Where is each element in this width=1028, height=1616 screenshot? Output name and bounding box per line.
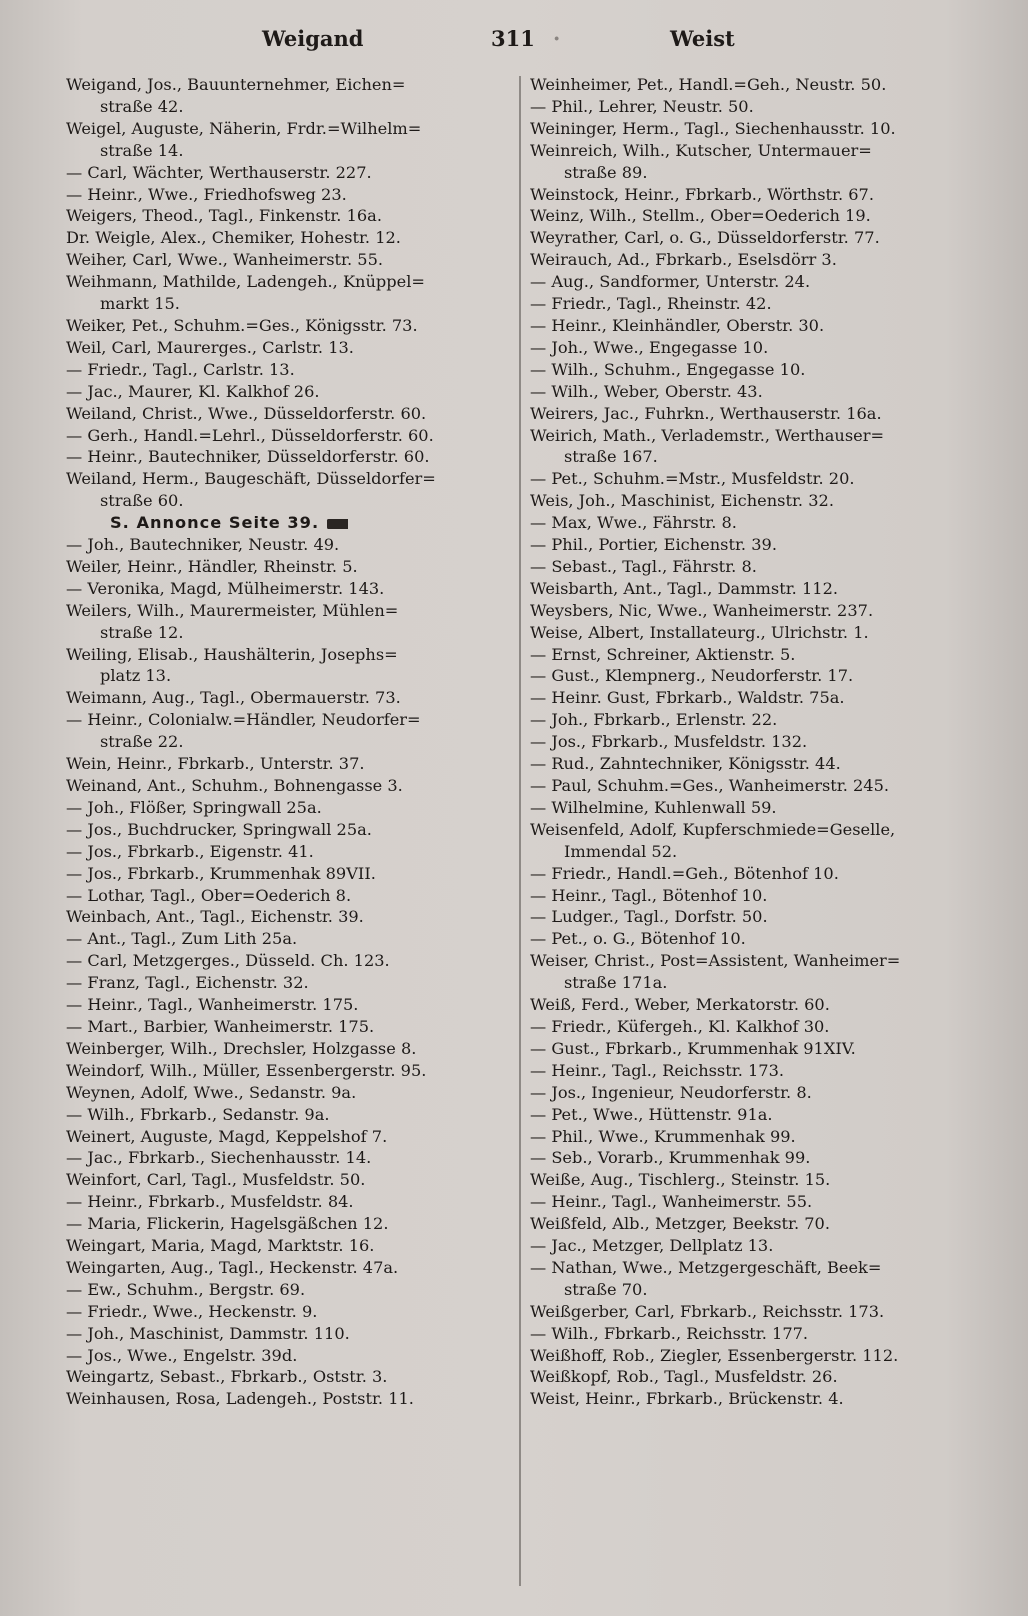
entry-text: — Heinr., Fbrkarb., Musfeldstr. 84. [66,1192,354,1212]
directory-entry [530,885,978,907]
annonce-text: S. Annonce Seite 39. [110,513,320,533]
directory-entry [66,184,506,206]
entry-text: — Carl, Wächter, Werthauserstr. 227. [66,162,372,182]
entry-continuation [66,665,506,687]
directory-entry [66,381,506,403]
directory-entry [66,994,506,1016]
entry-text: — Maria, Flickerin, Hagelsgäßchen 12. [66,1214,389,1234]
entry-text: — Mart., Barbier, Wanheimerstr. 175. [66,1016,375,1036]
directory-entry [530,753,978,775]
entry-text: — Gerh., Handl.=Lehrl., Düsseldorferstr. 60. [66,425,434,445]
directory-entry [530,928,978,950]
directory-entry [66,863,506,885]
directory-entry [530,1301,978,1323]
entry-text: straße 167. [564,447,658,467]
page-number: 311 [491,26,535,51]
entry-text: Weirers, Jac., Fuhrkn., Werthauserstr. 16a. [530,403,882,423]
directory-entry [530,1169,978,1191]
entry-text: — Jac., Metzger, Dellplatz 13. [530,1236,774,1256]
entry-text: straße 42. [100,96,184,116]
entry-text: Weiland, Christ., Wwe., Düsseldorferstr. 60. [66,403,427,423]
entry-text: Weysbers, Nic, Wwe., Wanheimerstr. 237. [530,600,874,620]
entry-text: — Heinr., Tagl., Wanheimerstr. 55. [530,1192,813,1212]
entry-text: — Jos., Buchdrucker, Springwall 25a. [66,819,372,839]
entry-text: straße 22. [100,732,184,752]
entry-text: Weihmann, Mathilde, Ladengeh., Knüppel= [66,272,425,292]
entry-text: — Gust., Klempnerg., Neudorferstr. 17. [530,666,854,686]
directory-entry [530,1345,978,1367]
entry-text: — Friedr., Handl.=Geh., Bötenhof 10. [530,863,839,883]
entry-text: Immendal 52. [564,841,678,861]
directory-entry [66,950,506,972]
entry-text: Weinbach, Ant., Tagl., Eichenstr. 39. [66,907,364,927]
entry-text: Weinstock, Heinr., Fbrkarb., Wörthstr. 67. [530,184,875,204]
entry-text: — Wilh., Fbrkarb., Sedanstr. 9a. [66,1104,330,1124]
entry-text: Weißhoff, Rob., Ziegler, Essenbergerstr. 112. [530,1345,899,1365]
entry-text: — Ant., Tagl., Zum Lith 25a. [66,929,298,949]
entry-text: — Rud., Zahntechniker, Königsstr. 44. [530,754,841,774]
entry-text: — Friedr., Tagl., Carlstr. 13. [66,359,295,379]
directory-entry [530,1038,978,1060]
entry-text: Weißgerber, Carl, Fbrkarb., Reichsstr. 173. [530,1301,885,1321]
directory-entry [66,118,506,140]
directory-entry [66,1104,506,1126]
entry-continuation [66,490,506,512]
directory-entry [530,1366,978,1388]
directory-entry [66,162,506,184]
entry-continuation [530,972,978,994]
directory-entry [530,578,978,600]
directory-entry [530,906,978,928]
entry-text: Weingartz, Sebast., Fbrkarb., Oststr. 3. [66,1367,388,1387]
header-dot: · [553,26,561,51]
entry-text: Weirich, Math., Verlademstr., Werthauser= [530,425,885,445]
directory-entry [66,534,506,556]
entry-text: — Lothar, Tagl., Ober=Oederich 8. [66,885,352,905]
entry-text: Weiher, Carl, Wwe., Wanheimerstr. 55. [66,250,384,270]
directory-entry [66,841,506,863]
entry-text: — Heinr., Tagl., Bötenhof 10. [530,885,768,905]
directory-entry [530,731,978,753]
entry-text: — Max, Wwe., Fährstr. 8. [530,513,737,533]
annonce-note [66,512,506,534]
entry-text: Weyrather, Carl, o. G., Düsseldorferstr. 77. [530,228,880,248]
directory-entry [530,271,978,293]
entry-text: Weigers, Theod., Tagl., Finkenstr. 16a. [66,206,382,226]
entry-text: — Heinr., Tagl., Reichsstr. 173. [530,1060,785,1080]
entry-continuation [66,731,506,753]
entry-text: — Pet., Wwe., Hüttenstr. 91a. [530,1104,773,1124]
directory-entry [66,227,506,249]
entry-text: Weinert, Auguste, Magd, Keppelshof 7. [66,1126,388,1146]
directory-entry [66,249,506,271]
directory-entry [66,1301,506,1323]
directory-entry [530,622,978,644]
entry-text: — Jac., Maurer, Kl. Kalkhof 26. [66,381,320,401]
directory-entry [66,468,506,490]
entry-text: Weimann, Aug., Tagl., Obermauerstr. 73. [66,688,401,708]
entry-text: Weiling, Elisab., Haushälterin, Josephs= [66,644,398,664]
directory-entry [66,446,506,468]
entry-text: Weiß, Ferd., Weber, Merkatorstr. 60. [530,995,830,1015]
directory-entry [66,359,506,381]
directory-entry [530,337,978,359]
directory-entry [66,600,506,622]
entry-text: Dr. Weigle, Alex., Chemiker, Hohestr. 12. [66,228,401,248]
entry-text: — Joh., Bautechniker, Neustr. 49. [66,535,340,555]
directory-entry [66,1257,506,1279]
directory-entry [66,1038,506,1060]
directory-entry [530,403,978,425]
pointing-hand-icon [327,519,357,529]
directory-entry [530,359,978,381]
directory-entry [530,644,978,666]
directory-entry [66,315,506,337]
entry-text: — Heinr., Tagl., Wanheimerstr. 175. [66,995,359,1015]
directory-entry [530,381,978,403]
entry-text: — Jos., Fbrkarb., Eigenstr. 41. [66,841,314,861]
directory-entry [530,950,978,972]
entry-continuation [66,293,506,315]
entry-continuation [530,162,978,184]
directory-entry [530,709,978,731]
entry-text: Weinberger, Wilh., Drechsler, Holzgasse 8. [66,1038,417,1058]
directory-entry [66,425,506,447]
directory-entry [66,556,506,578]
entry-text: — Ew., Schuhm., Bergstr. 69. [66,1279,306,1299]
directory-entry [66,1213,506,1235]
directory-entry [530,249,978,271]
directory-entry [66,337,506,359]
entry-text: — Friedr., Küfergeh., Kl. Kalkhof 30. [530,1016,830,1036]
directory-entry [66,709,506,731]
entry-text: straße 12. [100,622,184,642]
entry-text: — Heinr., Wwe., Friedhofsweg 23. [66,184,347,204]
directory-entry [66,928,506,950]
directory-entry [66,885,506,907]
header-last-name: Weist [670,26,735,51]
directory-entry [530,293,978,315]
page-header [0,26,1028,62]
entry-text: — Heinr., Bautechniker, Düsseldorferstr. 60. [66,447,430,467]
directory-entry [530,1257,978,1279]
directory-entry [66,1279,506,1301]
entry-text: — Wilhelmine, Kuhlenwall 59. [530,797,777,817]
entry-text: — Veronika, Magd, Mülheimerstr. 143. [66,578,385,598]
entry-text: straße 70. [564,1279,648,1299]
entry-text: Weigel, Auguste, Näherin, Frdr.=Wilhelm= [66,118,422,138]
entry-text: — Wilh., Weber, Oberstr. 43. [530,381,763,401]
entry-text: Weiker, Pet., Schuhm.=Ges., Königsstr. 73. [66,315,418,335]
entry-text: Weißkopf, Rob., Tagl., Musfeldstr. 26. [530,1367,838,1387]
entry-text: Weinhausen, Rosa, Ladengeh., Poststr. 11. [66,1389,414,1409]
entry-continuation [66,140,506,162]
directory-entry [530,1147,978,1169]
directory-entry [530,512,978,534]
directory-entry [530,534,978,556]
entry-text: — Paul, Schuhm.=Ges., Wanheimerstr. 245. [530,776,890,795]
directory-entry [66,797,506,819]
directory-entry [66,1126,506,1148]
directory-entry [530,797,978,819]
directory-entry [530,687,978,709]
directory-entry [530,425,978,447]
directory-entry [530,1235,978,1257]
directory-entry [66,1016,506,1038]
entry-text: — Sebast., Tagl., Fährstr. 8. [530,556,757,576]
entry-text: — Pet., Schuhm.=Mstr., Musfeldstr. 20. [530,469,855,489]
entry-text: — Phil., Wwe., Krummenhak 99. [530,1126,796,1146]
directory-entry [66,972,506,994]
directory-entry [530,1126,978,1148]
entry-text: — Wilh., Fbrkarb., Reichsstr. 177. [530,1323,809,1343]
entry-text: Weilers, Wilh., Maurermeister, Mühlen= [66,600,399,620]
entry-text: — Friedr., Wwe., Heckenstr. 9. [66,1301,318,1321]
entry-text: — Seb., Vorarb., Krummenhak 99. [530,1148,811,1168]
directory-entry [530,227,978,249]
entry-text: — Joh., Fbrkarb., Erlenstr. 22. [530,710,778,730]
directory-entry [66,644,506,666]
directory-entry [66,205,506,227]
entry-text: Weißfeld, Alb., Metzger, Beekstr. 70. [530,1214,831,1234]
directory-entry [530,74,978,96]
entry-text: — Gust., Fbrkarb., Krummenhak 91XIV. [530,1038,856,1058]
entry-text: Weisbarth, Ant., Tagl., Dammstr. 112. [530,578,839,598]
directory-entry [530,1104,978,1126]
entry-text: — Nathan, Wwe., Metzgergeschäft, Beek= [530,1257,882,1277]
entry-text: — Ludger., Tagl., Dorfstr. 50. [530,907,768,927]
directory-entry [66,1323,506,1345]
entry-text: straße 171a. [564,973,668,993]
directory-entry [530,468,978,490]
entry-text: — Aug., Sandformer, Unterstr. 24. [530,272,811,292]
entry-text: Weingarten, Aug., Tagl., Heckenstr. 47a. [66,1257,399,1277]
entry-text: Weis, Joh., Maschinist, Eichenstr. 32. [530,491,834,511]
entry-text: Weynen, Adolf, Wwe., Sedanstr. 9a. [66,1082,357,1102]
entry-text: — Wilh., Schuhm., Engegasse 10. [530,359,806,379]
directory-entry [66,271,506,293]
entry-continuation [530,446,978,468]
directory-entry [530,600,978,622]
entry-text: straße 14. [100,140,184,160]
directory-entry [66,1082,506,1104]
entry-text: Weinand, Ant., Schuhm., Bohnengasse 3. [66,776,403,795]
entry-text: — Heinr., Colonialw.=Händler, Neudorfer= [66,710,421,730]
entry-text: — Jac., Fbrkarb., Siechenhausstr. 14. [66,1148,372,1168]
entry-text: Weist, Heinr., Fbrkarb., Brückenstr. 4. [530,1389,844,1409]
directory-entry [66,1191,506,1213]
entry-text: — Jos., Wwe., Engelstr. 39d. [66,1345,298,1365]
directory-entry [530,315,978,337]
entry-continuation [66,96,506,118]
directory-entry [66,1345,506,1367]
directory-entry [530,665,978,687]
directory-entry [66,906,506,928]
entry-text: — Joh., Wwe., Engegasse 10. [530,337,769,357]
directory-entry [530,140,978,162]
left-column [66,74,506,1592]
entry-text: — Franz, Tagl., Eichenstr. 32. [66,973,309,993]
directory-entry [530,1191,978,1213]
directory-entry [66,1169,506,1191]
directory-entry [530,863,978,885]
entry-text: Weiße, Aug., Tischlerg., Steinstr. 15. [530,1170,831,1190]
entry-text: Weigand, Jos., Bauunternehmer, Eichen= [66,75,406,94]
directory-entry [530,994,978,1016]
directory-entry [530,96,978,118]
entry-text: — Phil., Lehrer, Neustr. 50. [530,96,754,116]
directory-entry [66,775,506,797]
directory-entry [530,1060,978,1082]
entry-text: — Carl, Metzgerges., Düsseld. Ch. 123. [66,951,390,971]
directory-entry [530,1323,978,1345]
directory-entry [530,556,978,578]
entry-text: Weinheimer, Pet., Handl.=Geh., Neustr. 50. [530,75,887,94]
entry-text: — Pet., o. G., Bötenhof 10. [530,929,746,949]
directory-entry [530,819,978,841]
directory-entry [66,1235,506,1257]
directory-entry [530,118,978,140]
entry-text: — Friedr., Tagl., Rheinstr. 42. [530,294,772,314]
entry-text: — Joh., Maschinist, Dammstr. 110. [66,1323,350,1343]
entry-text: Wein, Heinr., Fbrkarb., Unterstr. 37. [66,754,365,774]
entry-text: Weiler, Heinr., Händler, Rheinstr. 5. [66,556,358,576]
directory-entry [530,1082,978,1104]
entry-text: — Heinr. Gust, Fbrkarb., Waldstr. 75a. [530,688,845,708]
entry-text: — Joh., Flößer, Springwall 25a. [66,797,322,817]
entry-text: — Jos., Fbrkarb., Krummenhak 89VII. [66,863,376,883]
entry-continuation [66,622,506,644]
entry-text: — Heinr., Kleinhändler, Oberstr. 30. [530,315,825,335]
entry-text: Weiser, Christ., Post=Assistent, Wanheimer= [530,951,901,971]
directory-entry [66,687,506,709]
entry-text: — Phil., Portier, Eichenstr. 39. [530,535,777,555]
directory-entry [66,1366,506,1388]
directory-entry [530,490,978,512]
entry-text: — Ernst, Schreiner, Aktienstr. 5. [530,644,796,664]
entry-text: Weindorf, Wilh., Müller, Essenbergerstr. 95. [66,1060,427,1080]
entry-text: — Jos., Fbrkarb., Musfeldstr. 132. [530,732,808,752]
entry-text: Weisenfeld, Adolf, Kupferschmiede=Geselle, [530,819,896,839]
directory-entry [66,1060,506,1082]
directory-entry [66,1147,506,1169]
entry-text: Weinz, Wilh., Stellm., Ober=Oederich 19. [530,206,871,226]
entry-text: — Jos., Ingenieur, Neudorferstr. 8. [530,1082,812,1102]
directory-entry [66,819,506,841]
directory-entry [530,1388,978,1410]
entry-text: straße 89. [564,162,648,182]
entry-text: Weinfort, Carl, Tagl., Musfeldstr. 50. [66,1170,366,1190]
directory-entry [530,1213,978,1235]
directory-entry [66,74,506,96]
entry-text: Weil, Carl, Maurerges., Carlstr. 13. [66,337,354,357]
entry-continuation [530,1279,978,1301]
entry-text: Weinreich, Wilh., Kutscher, Untermauer= [530,140,872,160]
entry-text: straße 60. [100,491,184,511]
entry-continuation [530,841,978,863]
entry-text: Weirauch, Ad., Fbrkarb., Eselsdörr 3. [530,250,837,270]
directory-entry [530,1016,978,1038]
entry-text: Weise, Albert, Installateurg., Ulrichstr. 1. [530,622,869,642]
entry-text: Weingart, Maria, Magd, Marktstr. 16. [66,1236,375,1256]
directory-entry [66,753,506,775]
directory-entry [530,205,978,227]
directory-entry [66,578,506,600]
entry-text: markt 15. [100,294,180,314]
directory-entry [530,184,978,206]
right-column [530,74,978,1592]
directory-entry [66,1388,506,1410]
entry-text: Weiland, Herm., Baugeschäft, Düsseldorfer= [66,469,436,489]
directory-entry [66,403,506,425]
directory-entry [530,775,978,797]
column-divider [519,76,521,1586]
entry-text: Weininger, Herm., Tagl., Siechenhausstr. 10. [530,118,896,138]
entry-text: platz 13. [100,666,172,686]
header-first-name: Weigand [262,26,364,51]
